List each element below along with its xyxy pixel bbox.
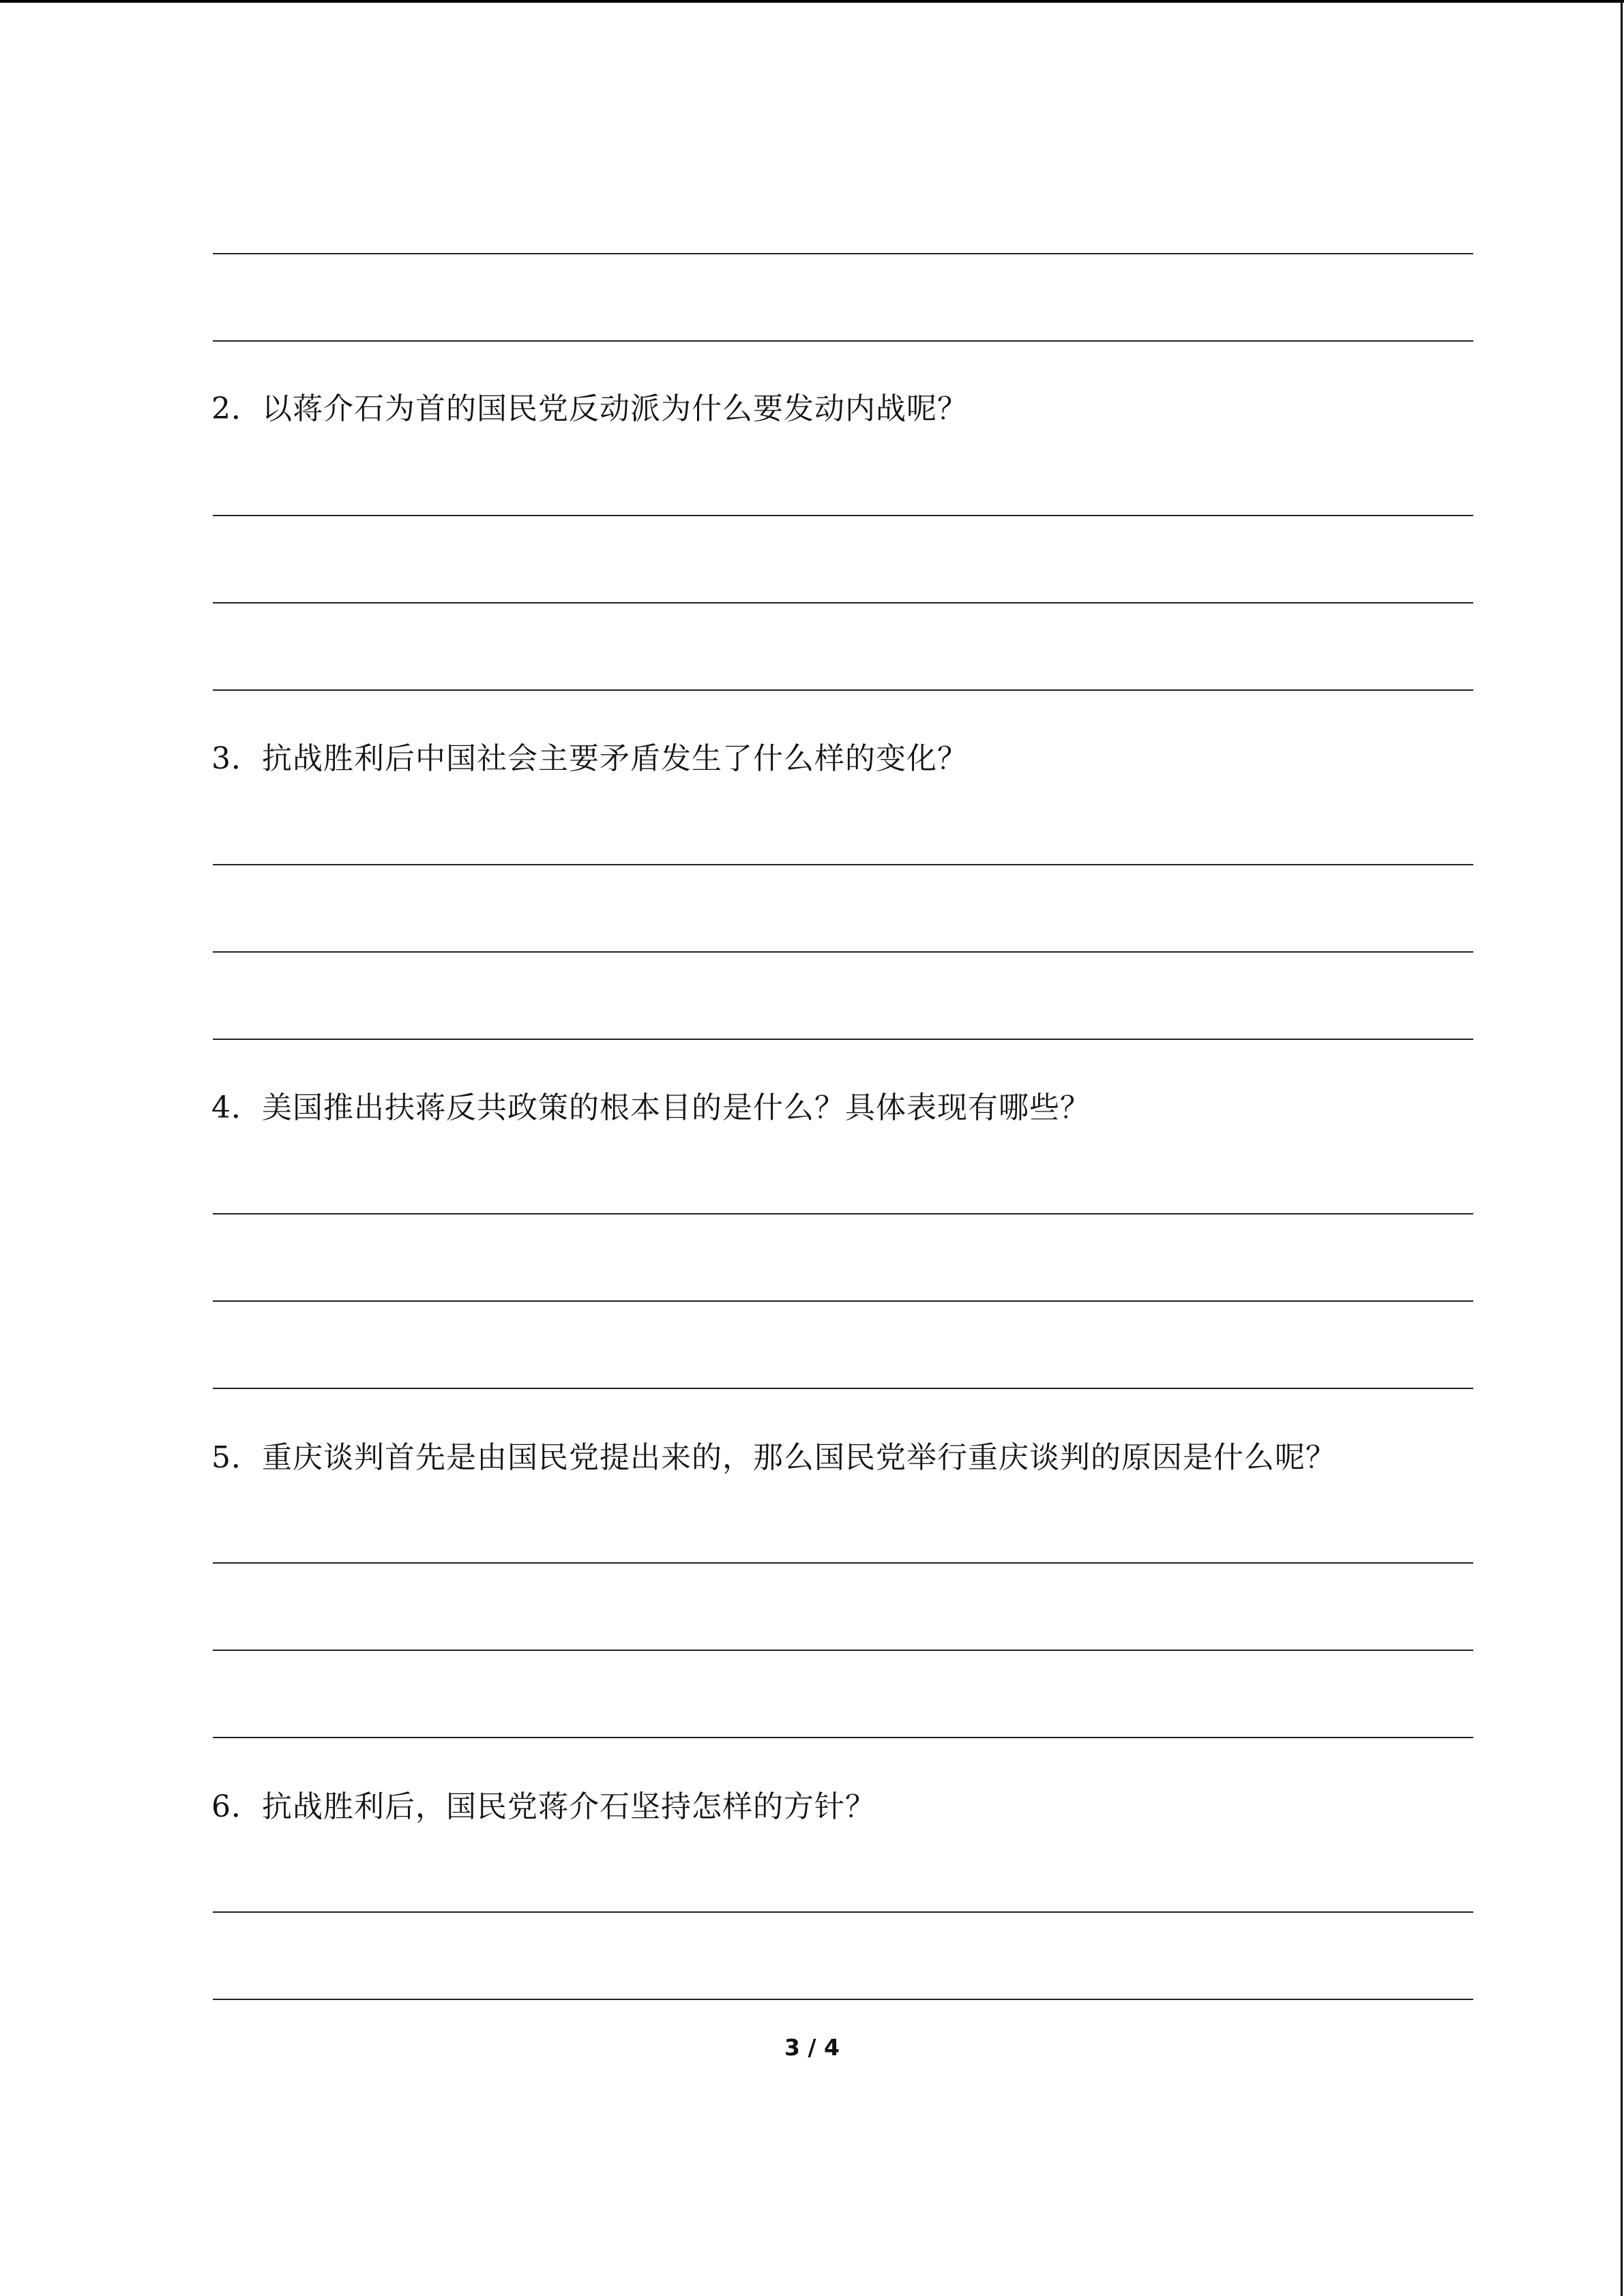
answer-line[interactable]	[213, 1039, 1473, 1040]
question-5	[211, 1437, 1336, 1478]
answer-line[interactable]	[213, 1999, 1473, 2000]
question-4	[211, 1088, 1091, 1129]
question-number: 4．	[211, 1090, 262, 1125]
question-2	[211, 389, 968, 430]
answer-line[interactable]	[213, 253, 1473, 254]
question-text: 重庆谈判首先是由国民党提出来的，那么国民党举行重庆谈判的原因是什么呢？	[262, 1440, 1336, 1475]
page-top-border	[0, 0, 1624, 3]
answer-line[interactable]	[213, 515, 1473, 516]
answer-line[interactable]	[213, 1388, 1473, 1389]
question-text: 以蒋介石为首的国民党反动派为什么要发动内战呢？	[262, 391, 968, 426]
question-text: 美国推出扶蒋反共政策的根本目的是什么？具体表现有哪些？	[262, 1090, 1091, 1125]
answer-line[interactable]	[213, 1650, 1473, 1651]
question-number: 2．	[211, 391, 262, 426]
question-3	[211, 739, 968, 779]
question-6	[211, 1787, 876, 1828]
answer-line[interactable]	[213, 1737, 1473, 1738]
answer-line[interactable]	[213, 602, 1473, 603]
question-text: 抗战胜利后，国民党蒋介石坚持怎样的方针？	[262, 1789, 876, 1824]
page-right-border	[1621, 0, 1623, 2296]
question-text: 抗战胜利后中国社会主要矛盾发生了什么样的变化？	[262, 741, 968, 776]
answer-line[interactable]	[213, 1562, 1473, 1564]
question-number: 6．	[211, 1789, 262, 1824]
answer-line[interactable]	[213, 951, 1473, 953]
question-number: 5．	[211, 1440, 262, 1475]
page-number: 3 / 4	[784, 2034, 840, 2061]
answer-line[interactable]	[213, 1213, 1473, 1214]
answer-line[interactable]	[213, 864, 1473, 865]
question-number: 3．	[211, 741, 262, 776]
answer-line[interactable]	[213, 1911, 1473, 1913]
answer-line[interactable]	[213, 1300, 1473, 1302]
answer-line[interactable]	[213, 689, 1473, 691]
answer-line[interactable]	[213, 340, 1473, 342]
